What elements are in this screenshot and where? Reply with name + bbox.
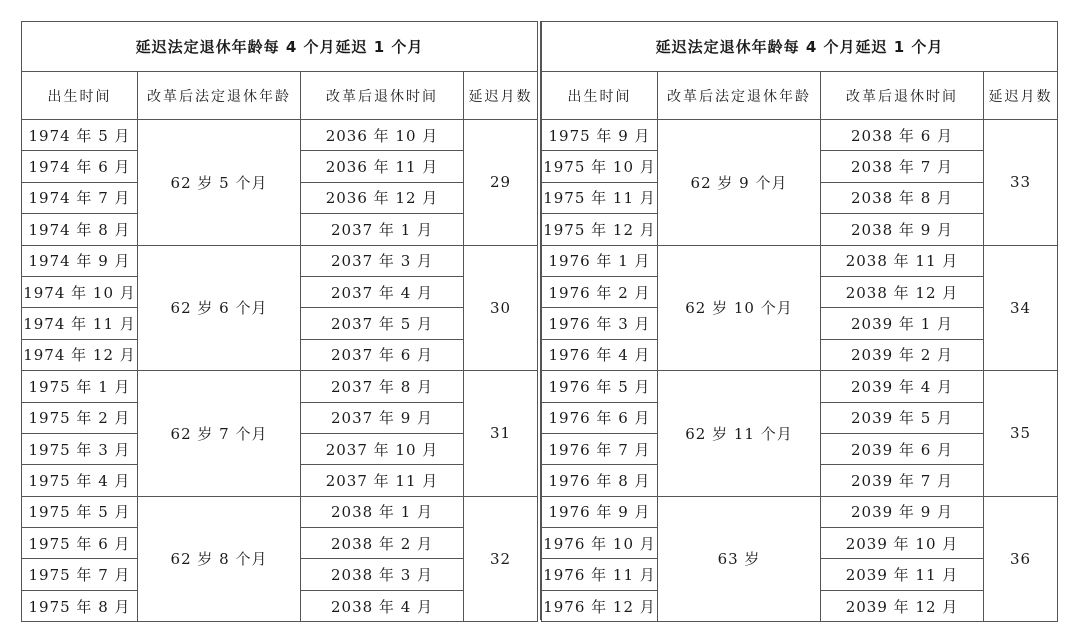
retirement-time-cell: 2039 年 11 月 xyxy=(821,559,984,590)
birth-time-cell: 1976 年 12 月 xyxy=(542,590,658,621)
retirement-time-cell: 2036 年 12 月 xyxy=(301,182,464,213)
birth-time-cell: 1974 年 9 月 xyxy=(22,245,138,276)
retirement-time-cell: 2037 年 6 月 xyxy=(301,339,464,370)
retirement-age-cell: 62 岁 6 个月 xyxy=(138,245,301,371)
birth-time-cell: 1974 年 10 月 xyxy=(22,276,138,307)
birth-time-cell: 1974 年 7 月 xyxy=(22,182,138,213)
retirement-age-cell: 62 岁 9 个月 xyxy=(658,120,821,246)
retirement-time-cell: 2039 年 2 月 xyxy=(821,339,984,370)
table-row xyxy=(22,496,538,527)
retirement-time-cell: 2037 年 9 月 xyxy=(301,402,464,433)
retirement-time-cell: 2038 年 4 月 xyxy=(301,590,464,621)
birth-time-cell: 1975 年 11 月 xyxy=(542,182,658,213)
header-retirement-time: 改革后退休时间 xyxy=(821,72,984,120)
delay-months-cell: 34 xyxy=(984,245,1058,371)
birth-time-cell: 1974 年 11 月 xyxy=(22,308,138,339)
retirement-time-cell: 2039 年 5 月 xyxy=(821,402,984,433)
retirement-time-cell: 2038 年 11 月 xyxy=(821,245,984,276)
retirement-table xyxy=(541,21,1058,622)
delay-months-cell: 36 xyxy=(984,496,1058,622)
birth-time-cell: 1975 年 9 月 xyxy=(542,120,658,151)
retirement-time-cell: 2036 年 10 月 xyxy=(301,120,464,151)
header-retirement-age: 改革后法定退休年龄 xyxy=(138,72,301,120)
retirement-time-cell: 2037 年 4 月 xyxy=(301,276,464,307)
header-retirement-age: 改革后法定退休年龄 xyxy=(658,72,821,120)
retirement-age-cell: 62 岁 7 个月 xyxy=(138,371,301,497)
birth-time-cell: 1975 年 7 月 xyxy=(22,559,138,590)
retirement-time-cell: 2039 年 7 月 xyxy=(821,465,984,496)
retirement-time-cell: 2038 年 8 月 xyxy=(821,182,984,213)
retirement-time-cell: 2038 年 3 月 xyxy=(301,559,464,590)
retirement-age-cell: 62 岁 5 个月 xyxy=(138,120,301,246)
header-birth-time: 出生时间 xyxy=(542,72,658,120)
birth-time-cell: 1976 年 1 月 xyxy=(542,245,658,276)
retirement-time-cell: 2037 年 1 月 xyxy=(301,214,464,245)
delay-months-cell: 35 xyxy=(984,371,1058,497)
birth-time-cell: 1975 年 3 月 xyxy=(22,433,138,464)
retirement-time-cell: 2039 年 6 月 xyxy=(821,433,984,464)
table-row xyxy=(22,371,538,402)
retirement-time-cell: 2038 年 6 月 xyxy=(821,120,984,151)
retirement-time-cell: 2039 年 1 月 xyxy=(821,308,984,339)
retirement-time-cell: 2039 年 9 月 xyxy=(821,496,984,527)
retirement-time-cell: 2039 年 10 月 xyxy=(821,528,984,559)
delay-months-cell: 29 xyxy=(464,120,538,246)
retirement-time-cell: 2038 年 2 月 xyxy=(301,528,464,559)
header-delay-months: 延迟月数 xyxy=(984,72,1058,120)
birth-time-cell: 1975 年 8 月 xyxy=(22,590,138,621)
retirement-table xyxy=(21,21,538,622)
delay-months-cell: 31 xyxy=(464,371,538,497)
retirement-age-cell: 62 岁 11 个月 xyxy=(658,371,821,497)
delay-months-cell: 32 xyxy=(464,496,538,622)
birth-time-cell: 1974 年 6 月 xyxy=(22,151,138,182)
left-panel xyxy=(21,21,538,622)
table-row xyxy=(542,120,1058,151)
birth-time-cell: 1976 年 6 月 xyxy=(542,402,658,433)
retirement-time-cell: 2036 年 11 月 xyxy=(301,151,464,182)
birth-time-cell: 1975 年 2 月 xyxy=(22,402,138,433)
delay-months-cell: 30 xyxy=(464,245,538,371)
retirement-age-cell: 62 岁 8 个月 xyxy=(138,496,301,622)
table-row xyxy=(22,245,538,276)
birth-time-cell: 1976 年 5 月 xyxy=(542,371,658,402)
birth-time-cell: 1975 年 12 月 xyxy=(542,214,658,245)
table-row xyxy=(22,120,538,151)
retirement-time-cell: 2037 年 5 月 xyxy=(301,308,464,339)
table-row xyxy=(542,245,1058,276)
retirement-age-cell: 62 岁 10 个月 xyxy=(658,245,821,371)
birth-time-cell: 1974 年 8 月 xyxy=(22,214,138,245)
retirement-time-cell: 2039 年 12 月 xyxy=(821,590,984,621)
birth-time-cell: 1976 年 7 月 xyxy=(542,433,658,464)
birth-time-cell: 1976 年 11 月 xyxy=(542,559,658,590)
birth-time-cell: 1976 年 9 月 xyxy=(542,496,658,527)
retirement-time-cell: 2038 年 7 月 xyxy=(821,151,984,182)
table-row xyxy=(542,496,1058,527)
birth-time-cell: 1975 年 6 月 xyxy=(22,528,138,559)
table-title: 延迟法定退休年龄每 4 个月延迟 1 个月 xyxy=(22,22,538,72)
birth-time-cell: 1975 年 4 月 xyxy=(22,465,138,496)
retirement-time-cell: 2037 年 8 月 xyxy=(301,371,464,402)
birth-time-cell: 1976 年 2 月 xyxy=(542,276,658,307)
retirement-time-cell: 2037 年 11 月 xyxy=(301,465,464,496)
header-retirement-time: 改革后退休时间 xyxy=(301,72,464,120)
birth-time-cell: 1975 年 5 月 xyxy=(22,496,138,527)
retirement-time-cell: 2037 年 10 月 xyxy=(301,433,464,464)
birth-time-cell: 1974 年 5 月 xyxy=(22,120,138,151)
birth-time-cell: 1976 年 4 月 xyxy=(542,339,658,370)
header-delay-months: 延迟月数 xyxy=(464,72,538,120)
table-row xyxy=(542,371,1058,402)
birth-time-cell: 1974 年 12 月 xyxy=(22,339,138,370)
retirement-time-cell: 2039 年 4 月 xyxy=(821,371,984,402)
birth-time-cell: 1976 年 8 月 xyxy=(542,465,658,496)
birth-time-cell: 1975 年 10 月 xyxy=(542,151,658,182)
retirement-time-cell: 2038 年 9 月 xyxy=(821,214,984,245)
retirement-age-cell: 63 岁 xyxy=(658,496,821,622)
retirement-time-cell: 2038 年 12 月 xyxy=(821,276,984,307)
birth-time-cell: 1975 年 1 月 xyxy=(22,371,138,402)
header-birth-time: 出生时间 xyxy=(22,72,138,120)
table-title: 延迟法定退休年龄每 4 个月延迟 1 个月 xyxy=(542,22,1058,72)
retirement-time-cell: 2037 年 3 月 xyxy=(301,245,464,276)
birth-time-cell: 1976 年 3 月 xyxy=(542,308,658,339)
delay-months-cell: 33 xyxy=(984,120,1058,246)
birth-time-cell: 1976 年 10 月 xyxy=(542,528,658,559)
right-panel xyxy=(541,21,1058,622)
retirement-time-cell: 2038 年 1 月 xyxy=(301,496,464,527)
